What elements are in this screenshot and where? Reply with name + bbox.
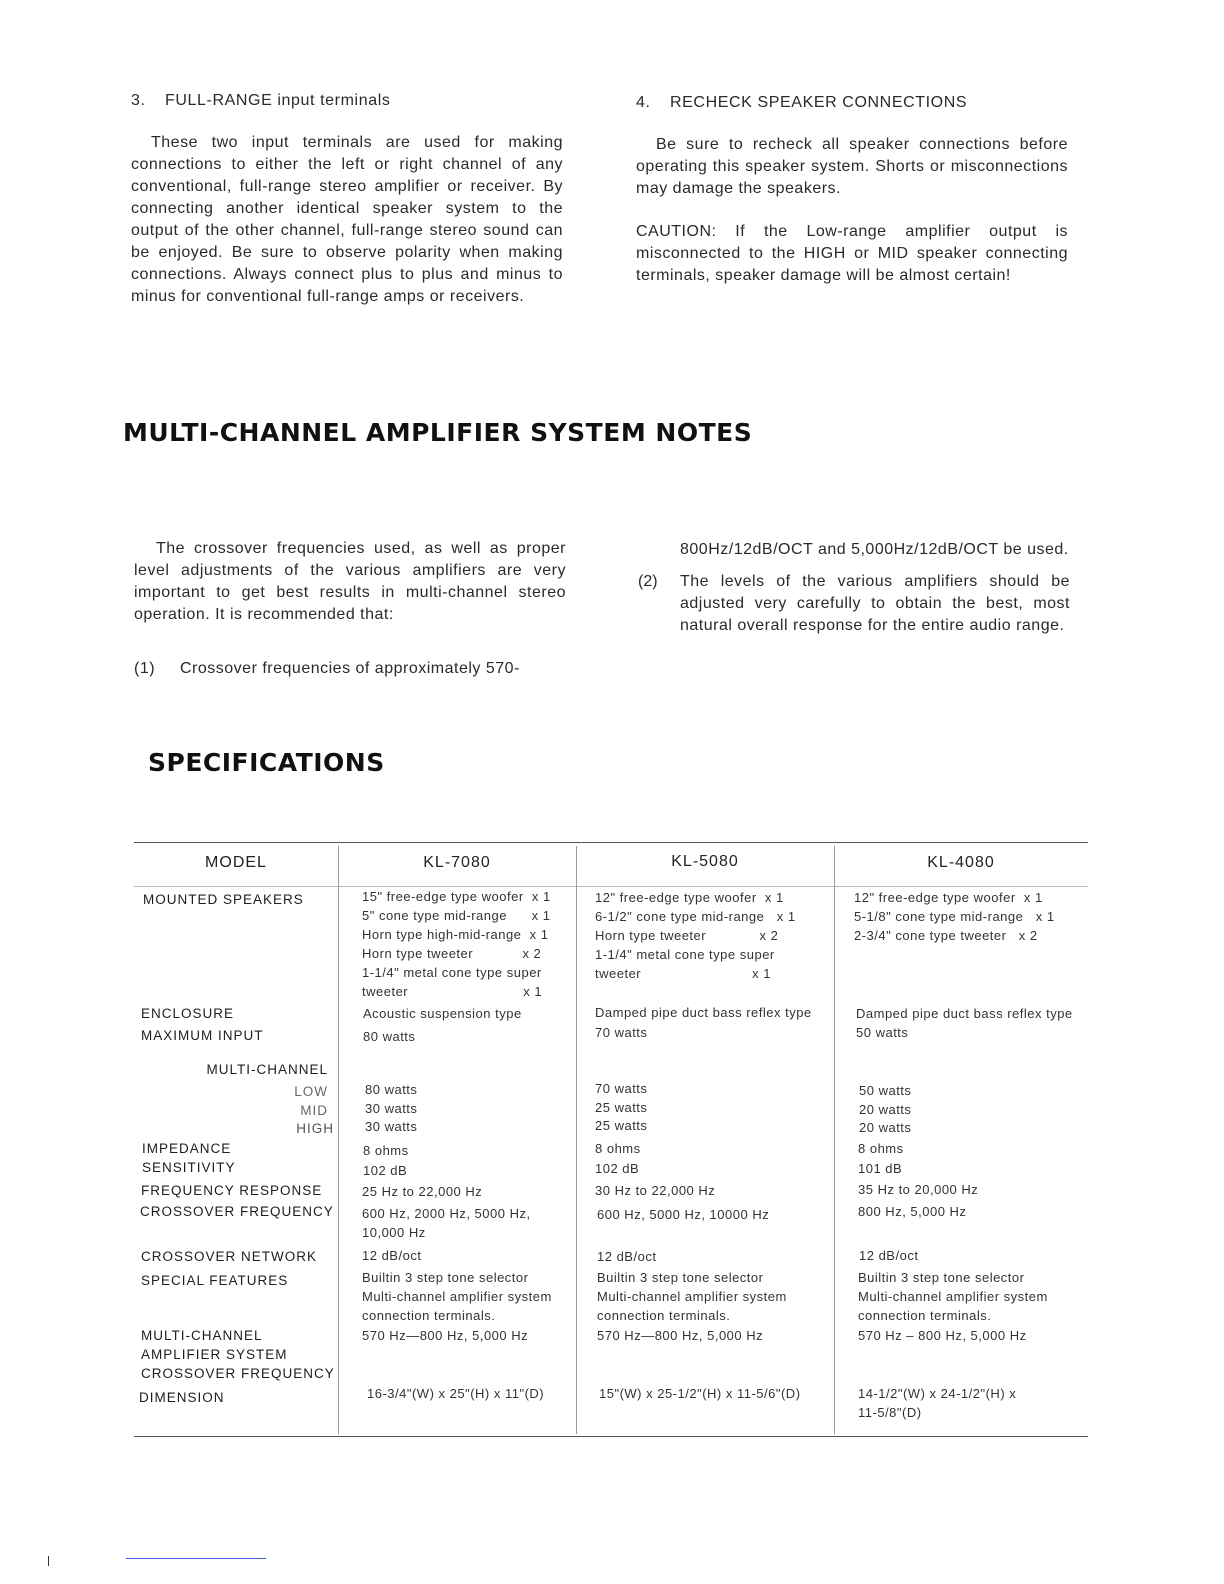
kl4080-enclosure: Damped pipe duct bass reflex type (856, 1006, 1073, 1021)
label-enclosure: ENCLOSURE (141, 1006, 235, 1021)
kl7080-high: 30 watts (365, 1119, 418, 1134)
label-crossover-network: CROSSOVER NETWORK (141, 1249, 318, 1264)
column-divider-2 (576, 846, 577, 1434)
kl7080-dimension: 16-3/4"(W) x 25"(H) x 11"(D) (367, 1386, 545, 1401)
bottom-rule (126, 1558, 266, 1559)
margin-tick (48, 1556, 49, 1566)
multi-item-1-text: Crossover frequencies of approximately 570- (180, 660, 520, 677)
section-4-body: Be sure to recheck all speaker connections before operating this speaker system. Shorts or misconnections may damage the speakers. (636, 136, 1068, 197)
kl4080-special-features: Builtin 3 step tone selector Multi-channel amplifier system connection terminals. (858, 1270, 1048, 1323)
header-kl7080: KL-7080 (423, 854, 491, 871)
section-4 (636, 94, 1068, 287)
kl4080-low: 50 watts (859, 1083, 912, 1098)
table-top-rule (134, 842, 1088, 843)
label-high: HIGH (296, 1121, 334, 1136)
kl4080-dimension: 14-1/2"(W) x 24-1/2"(H) x 11-5/8"(D) (858, 1386, 1017, 1420)
kl7080-mounted-speakers: 15" free-edge type woofer x 1 5" cone type mid-range x 1 Horn type high-mid-range x 1 Horn type tweeter x 2 1-1/4" metal cone type super tweeter x 1 (362, 889, 551, 999)
kl4080-mid: 20 watts (859, 1102, 912, 1117)
kl7080-low: 80 watts (365, 1082, 418, 1097)
multi-item-1-cont: 800Hz/12dB/OCT and 5,000Hz/12dB/OCT be used. (680, 541, 1069, 558)
table-header-rule (134, 886, 1088, 887)
label-frequency-response: FREQUENCY RESPONSE (141, 1183, 323, 1198)
label-dimension: DIMENSION (139, 1390, 225, 1405)
kl4080-crossover-frequency: 800 Hz, 5,000 Hz (858, 1204, 967, 1219)
label-maximum-input: MAXIMUM INPUT (141, 1028, 264, 1043)
kl7080-crossover-network: 12 dB/oct (362, 1248, 422, 1263)
column-divider-1 (338, 846, 339, 1434)
kl4080-frequency-response: 35 Hz to 20,000 Hz (858, 1182, 979, 1197)
kl7080-mid: 30 watts (365, 1101, 418, 1116)
label-impedance: IMPEDANCE (142, 1141, 232, 1156)
kl5080-high: 25 watts (595, 1118, 648, 1133)
header-model: MODEL (205, 854, 267, 871)
multi-item-1 (134, 658, 566, 680)
label-low: LOW (294, 1084, 328, 1099)
kl7080-sensitivity: 102 dB (363, 1163, 408, 1178)
section-4-heading (636, 94, 1068, 112)
label-crossover-frequency: CROSSOVER FREQUENCY (140, 1204, 334, 1219)
kl5080-frequency-response: 30 Hz to 22,000 Hz (595, 1183, 716, 1198)
header-kl5080: KL-5080 (671, 853, 739, 870)
kl5080-sensitivity: 102 dB (595, 1161, 640, 1176)
multi-item-2-label: (2) (638, 573, 658, 590)
multi-item-1-label: (1) (134, 660, 156, 677)
table-bottom-rule (134, 1436, 1088, 1437)
kl7080-impedance: 8 ohms (363, 1143, 409, 1158)
multi-notes-right (638, 539, 1070, 637)
kl7080-maximum-input: 80 watts (363, 1029, 416, 1044)
section-4-title: RECHECK SPEAKER CONNECTIONS (670, 94, 968, 111)
kl4080-high: 20 watts (859, 1120, 912, 1135)
kl5080-dimension: 15"(W) x 25-1/2"(H) x 11-5/6"(D) (599, 1386, 801, 1401)
section-4-number: 4. (636, 94, 651, 111)
spec-table (134, 842, 1088, 1438)
label-multi-channel: MULTI-CHANNEL (206, 1062, 328, 1077)
kl7080-enclosure: Acoustic suspension type (363, 1006, 522, 1021)
multi-notes-left (134, 538, 566, 680)
kl5080-special-features: Builtin 3 step tone selector Multi-channel amplifier system connection terminals. (597, 1270, 787, 1323)
multi-item-2-text: The levels of the various amplifiers should be adjusted very carefully to obtain the best, most natural overall response for the entire audio range. (680, 573, 1070, 634)
kl7080-frequency-response: 25 Hz to 22,000 Hz (362, 1184, 483, 1199)
kl5080-maximum-input: 70 watts (595, 1025, 648, 1040)
section-3-body: These two input terminals are used for making connections to either the left or right channel of any conventional, full-range stereo amplifier or receiver. By connecting another identical speaker system to the output of the other channel, full-range stereo sound can be enjoyed. Be sure to observe polarity when making connections. Always connect plus to plus and minus to minus for conventional full-range amps or receivers. (131, 134, 563, 305)
label-special-features: SPECIAL FEATURES (141, 1273, 289, 1288)
kl5080-low: 70 watts (595, 1081, 648, 1096)
kl5080-enclosure: Damped pipe duct bass reflex type (595, 1005, 812, 1020)
kl4080-sensitivity: 101 dB (858, 1161, 903, 1176)
kl4080-multi-channel-crossover: 570 Hz – 800 Hz, 5,000 Hz (858, 1328, 1027, 1343)
label-sensitivity: SENSITIVITY (142, 1160, 236, 1175)
multi-item-2 (638, 571, 1070, 637)
label-mounted-speakers: MOUNTED SPEAKERS (143, 892, 304, 907)
section-4-caution: CAUTION: If the Low-range amplifier output is misconnected to the HIGH or MID speaker connecting terminals, speaker damage will be almost certain! (636, 223, 1068, 284)
kl5080-mid: 25 watts (595, 1100, 648, 1115)
kl4080-impedance: 8 ohms (858, 1141, 904, 1156)
kl4080-crossover-network: 12 dB/oct (859, 1248, 919, 1263)
kl7080-special-features: Builtin 3 step tone selector Multi-channel amplifier system connection terminals. (362, 1270, 552, 1323)
header-kl4080: KL-4080 (927, 854, 995, 871)
section-3-heading (131, 92, 563, 110)
kl7080-multi-channel-crossover: 570 Hz—800 Hz, 5,000 Hz (362, 1328, 529, 1343)
section-3-title: FULL-RANGE input terminals (165, 92, 391, 109)
kl5080-mounted-speakers: 12" free-edge type woofer x 1 6-1/2" cone type mid-range x 1 Horn type tweeter x 2 1-1/4" metal cone type super tweeter x 1 (595, 890, 796, 981)
kl7080-crossover-frequency: 600 Hz, 2000 Hz, 5000 Hz, 10,000 Hz (362, 1206, 531, 1240)
kl4080-maximum-input: 50 watts (856, 1025, 909, 1040)
kl5080-crossover-frequency: 600 Hz, 5000 Hz, 10000 Hz (597, 1207, 770, 1222)
kl4080-mounted-speakers: 12" free-edge type woofer x 1 5-1/8" cone type mid-range x 1 2-3/4" cone type tweeter x 2 (854, 890, 1055, 943)
kl5080-impedance: 8 ohms (595, 1141, 641, 1156)
specifications-title: SPECIFICATIONS (148, 748, 385, 777)
multi-intro: The crossover frequencies used, as well as proper level adjustments of the various amplifiers are very important to get best results in multi-channel stereo operation. It is recommended that: (134, 540, 566, 623)
kl5080-crossover-network: 12 dB/oct (597, 1249, 657, 1264)
label-mid: MID (300, 1103, 328, 1118)
section-3-number: 3. (131, 92, 146, 109)
label-multi-channel-crossover: MULTI-CHANNEL AMPLIFIER SYSTEM CROSSOVER FREQUENCY (141, 1328, 335, 1381)
section-3 (131, 92, 563, 308)
column-divider-3 (834, 846, 835, 1434)
kl5080-multi-channel-crossover: 570 Hz—800 Hz, 5,000 Hz (597, 1328, 764, 1343)
multi-channel-notes-title: MULTI-CHANNEL AMPLIFIER SYSTEM NOTES (123, 418, 753, 447)
